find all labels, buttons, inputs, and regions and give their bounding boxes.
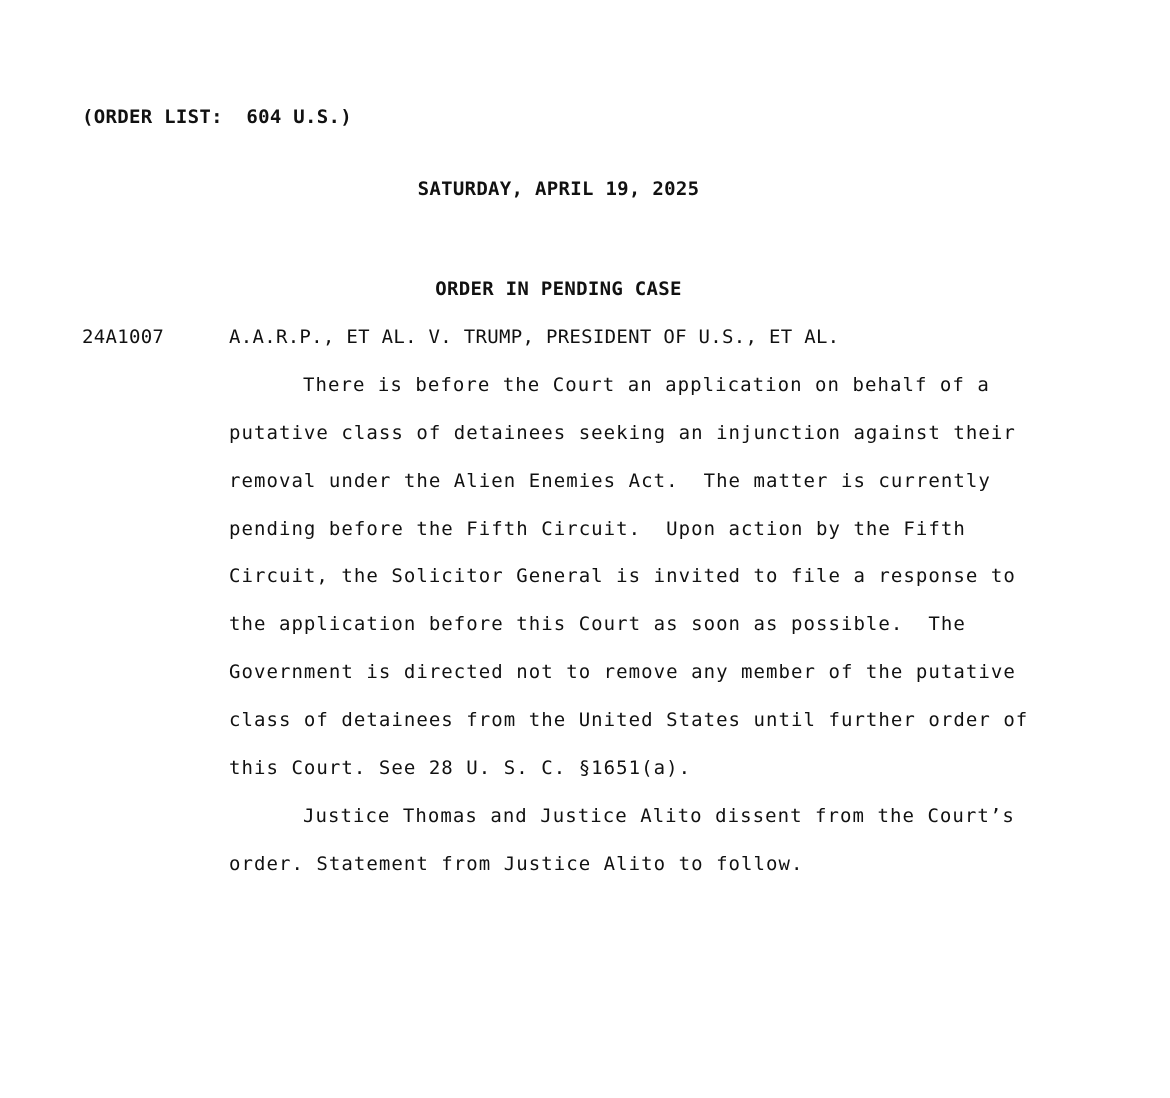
paragraph-line: class of detainees from the United States until further order of	[229, 709, 1029, 731]
paragraph-line: the application before this Court as soon as possible. The	[229, 613, 966, 635]
paragraph-line: this Court. See 28 U. S. C. §1651(a).	[229, 757, 692, 779]
case-caption: A.A.R.P., ET AL. V. TRUMP, PRESIDENT OF U.S., ET AL.	[229, 326, 840, 348]
section-heading: ORDER IN PENDING CASE	[435, 278, 682, 300]
paragraph-line: Government is directed not to remove any member of the putative	[229, 661, 1016, 683]
order-list-header: (ORDER LIST: 604 U.S.)	[82, 106, 352, 128]
order-date: SATURDAY, APRIL 19, 2025	[417, 178, 700, 200]
paragraph-line: Justice Thomas and Justice Alito dissent from the Court’s	[303, 805, 1015, 827]
paragraph-line: pending before the Fifth Circuit. Upon action by the Fifth	[229, 518, 966, 540]
paragraph-line: putative class of detainees seeking an injunction against their	[229, 422, 1016, 444]
paragraph-line: Circuit, the Solicitor General is invited to file a response to	[229, 565, 1016, 587]
paragraph-line: order. Statement from Justice Alito to follow.	[229, 853, 804, 875]
paragraph-line: There is before the Court an application on behalf of a	[303, 374, 990, 396]
paragraph-line: removal under the Alien Enemies Act. The matter is currently	[229, 470, 991, 492]
docket-number: 24A1007	[82, 326, 165, 348]
